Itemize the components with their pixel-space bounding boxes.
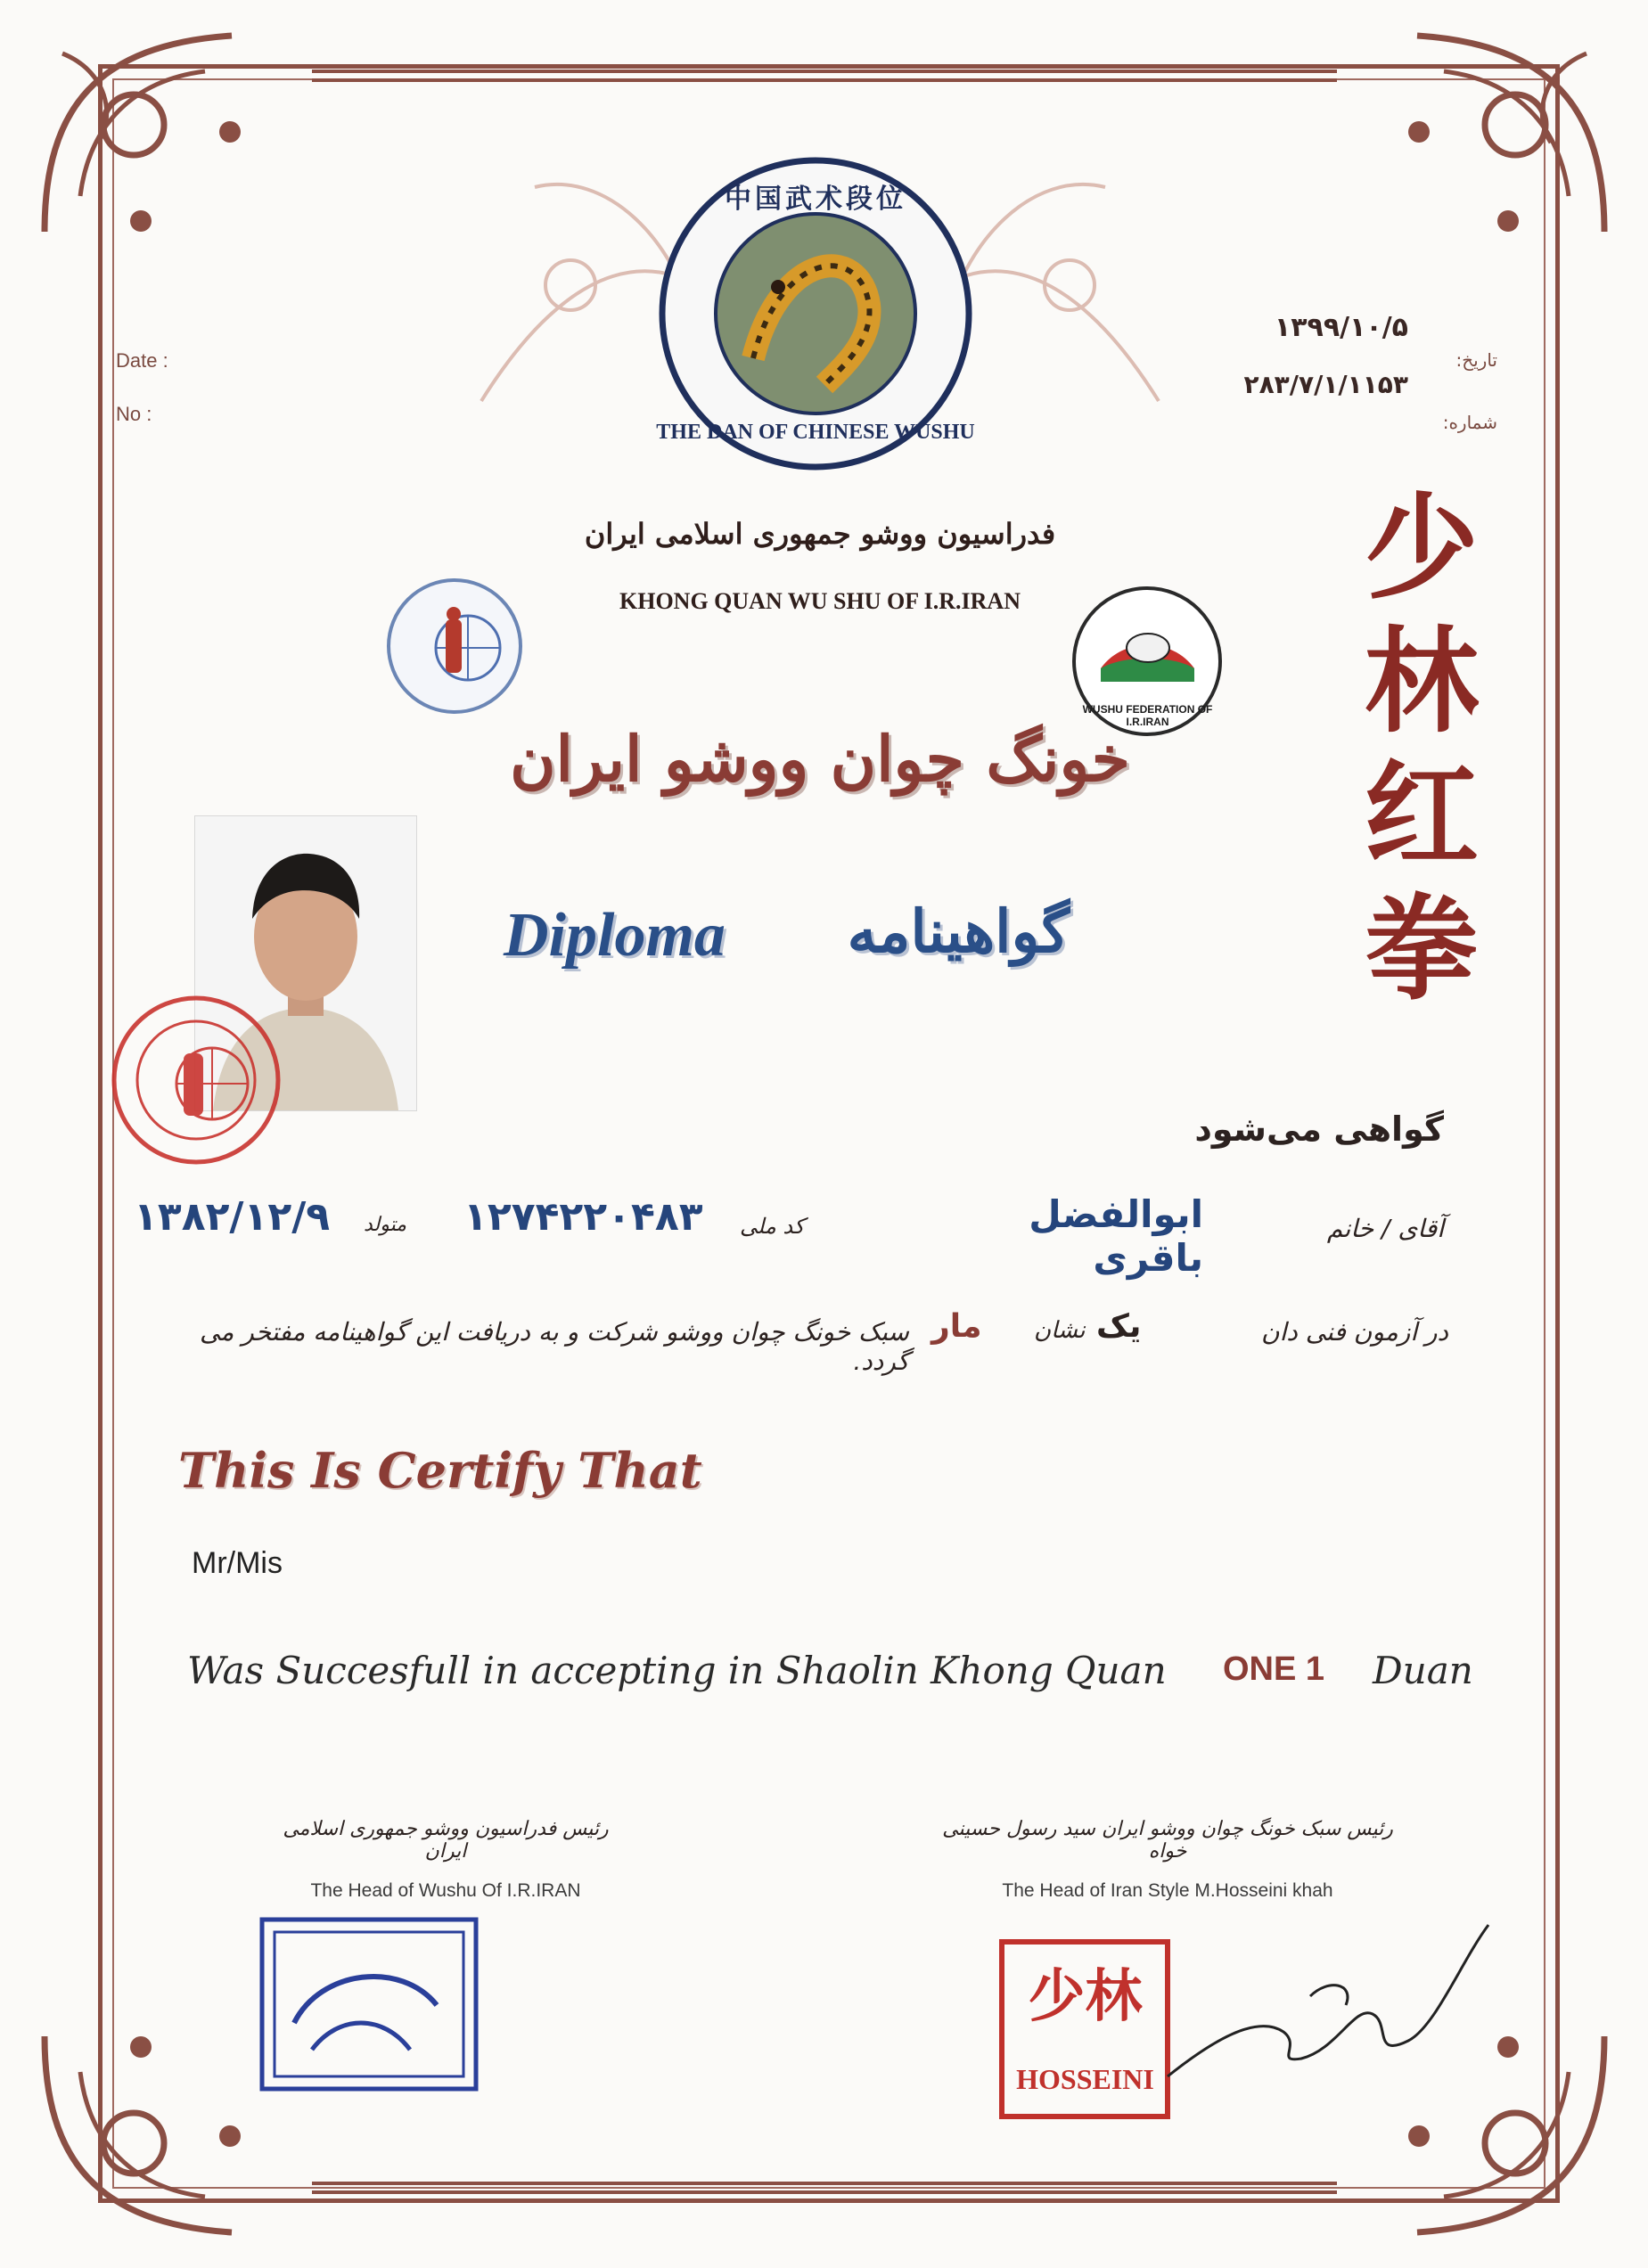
emblem-top-text: 中国武术段位 bbox=[725, 184, 906, 215]
certify-text-fa: گواهی می‌شود bbox=[1194, 1109, 1444, 1149]
bottom-border-bar bbox=[312, 2182, 1337, 2194]
exam-line-start: در آزمون فنی دان bbox=[1261, 1317, 1448, 1347]
handwritten-signature bbox=[1159, 1907, 1497, 2094]
dan-rank-fa: یک bbox=[1096, 1308, 1142, 1345]
khong-quan-logo bbox=[383, 575, 526, 717]
certify-line-en: This Is Certify That bbox=[178, 1442, 702, 1499]
right-signatory-en: The Head of Iran Style M.Hosseini khah bbox=[1002, 1880, 1333, 1901]
number-value: ۲۸۳/۷/۱/۱۱۵۳ bbox=[1243, 370, 1408, 399]
style-title-fa: خونگ چوان ووشو ایران bbox=[510, 722, 1130, 796]
diploma-title-fa: گواهینامه bbox=[847, 897, 1070, 966]
khong-quan-stamp bbox=[107, 991, 285, 1169]
success-line: Was Succesfull in accepting in Shaolin Khong Quan bbox=[187, 1649, 1167, 1692]
federation-stamp bbox=[258, 1916, 490, 2103]
dan-emblem bbox=[655, 153, 976, 474]
born-label: متولد bbox=[364, 1214, 407, 1236]
organization-name-en: KHONG QUAN WU SHU OF I.R.IRAN bbox=[619, 588, 1021, 614]
corner-ornament-bottom-left bbox=[27, 2018, 258, 2250]
corner-ornament-top-right bbox=[1390, 18, 1622, 250]
chinese-char-4: 拳 bbox=[1364, 882, 1479, 1016]
mr-mis-label: Mr/Mis bbox=[192, 1546, 283, 1580]
stamp-name: HOSSEINI bbox=[1016, 2063, 1154, 2095]
date-label-en: Date : bbox=[116, 349, 168, 372]
holder-name: ابوالفضل باقری bbox=[1029, 1192, 1203, 1280]
number-label-en: No : bbox=[116, 403, 152, 425]
birth-date: ۱۳۸۲/۱۲/۹ bbox=[134, 1194, 331, 1240]
number-label-fa: شماره: bbox=[1442, 412, 1497, 433]
hosseini-stamp bbox=[998, 1938, 1172, 2121]
top-border-bar bbox=[312, 70, 1337, 82]
badge-value: مار bbox=[931, 1308, 982, 1345]
corner-ornament-top-left bbox=[27, 18, 258, 250]
diploma-title-en: Diploma bbox=[504, 901, 726, 970]
stamp-chinese: 少林 bbox=[1028, 1963, 1143, 2030]
vertical-chinese-title bbox=[1341, 481, 1502, 1016]
date-value: ۱۳۹۹/۱۰/۵ bbox=[1274, 312, 1408, 343]
date-label-fa: تاریخ: bbox=[1455, 349, 1497, 371]
right-logo-caption: WUSHU FEDERATION OF I.R.IRAN bbox=[1082, 703, 1213, 728]
chinese-char-1: 少 bbox=[1364, 481, 1479, 615]
badge-label: نشان bbox=[1034, 1317, 1086, 1344]
exam-line-end: سبک خونگ چوان ووشو شرکت و به دریافت این گواهینامه مفتخر می گردد. bbox=[200, 1317, 909, 1376]
emblem-bottom-text: THE DAN OF CHINESE WUSHU bbox=[656, 421, 975, 444]
chinese-char-2: 林 bbox=[1364, 615, 1479, 749]
national-code-label: کد ملی bbox=[740, 1214, 805, 1239]
organization-name-fa: فدراسیون ووشو جمهوری اسلامی ایران bbox=[584, 517, 1056, 551]
right-signatory-fa: رئیس سبک خونگ چوان ووشو ایران سید رسول حسینی خواه bbox=[942, 1818, 1393, 1863]
left-signatory-fa: رئیس فدراسیون ووشو جمهوری اسلامی ایران bbox=[283, 1818, 609, 1863]
duan-label: Duan bbox=[1373, 1649, 1473, 1692]
national-code: ۱۲۷۴۲۲۰۴۸۳ bbox=[463, 1194, 703, 1240]
wushu-federation-logo bbox=[1070, 584, 1226, 740]
rank-value: ONE 1 bbox=[1223, 1650, 1325, 1688]
chinese-char-3: 红 bbox=[1364, 749, 1479, 882]
mr-mrs-label-fa: آقای / خانم bbox=[1326, 1214, 1444, 1243]
left-signatory-en: The Head of Wushu Of I.R.IRAN bbox=[310, 1880, 581, 1901]
